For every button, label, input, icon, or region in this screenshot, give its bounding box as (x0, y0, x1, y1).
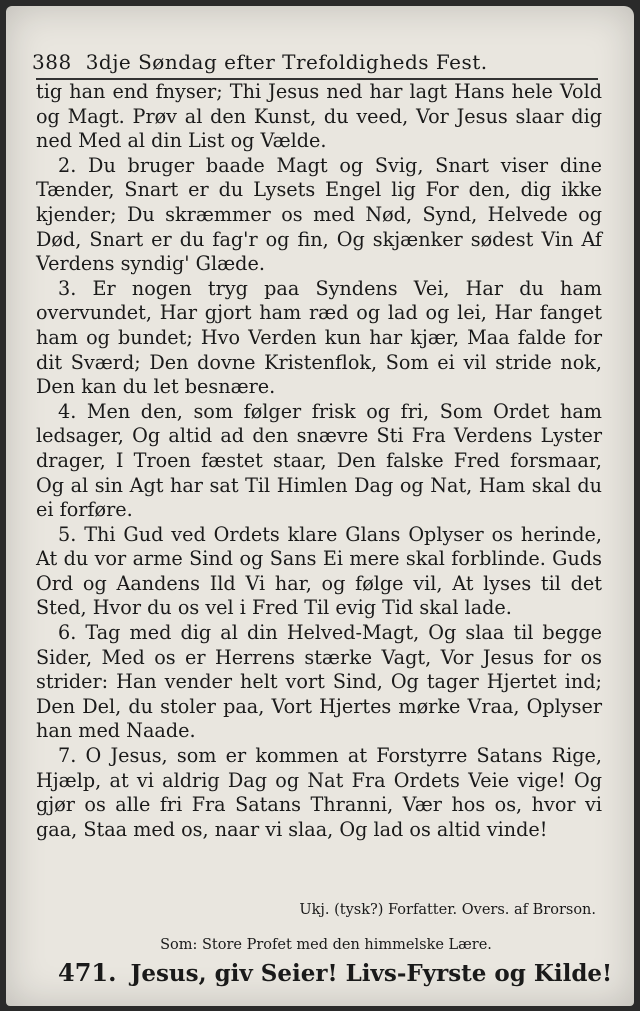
verse-7: 7. O Jesus, som er kommen at Forstyrre Satans Rige, Hjælp, at vi aldrig Dag og Nat Fra Ordets Veie vige! Og gjør os alle fri Fra Satans Thranni, Vær hos os, hvor vi gaa, Staa med os, naar vi slaa, Og lad os altid vinde! (36, 744, 602, 841)
author-attribution: Ukj. (tysk?) Forfatter. Overs. af Brorson. (299, 902, 596, 918)
verse-5: 5. Thi Gud ved Ordets klare Glans Oplyser os herinde, At du vor arme Sind og Sans Ei mere skal forblinde. Guds Ord og Aandens Ild Vi har, og følge vil, At lyses til det Sted, Hvor du os vel i Fred Til evig Tid skal lade. (36, 522, 602, 620)
book-page (6, 6, 634, 1006)
verse-6: 6. Tag med dig al din Helved-Magt, Og slaa til begge Sider, Med os er Herrens stærke Vagt, Vor Jesus for os strider: Han vender helt vort Sind, Og tager Hjertet ind; Den Del, du stoler paa, Vort Hjertes mørke Vraa, Oplyser han med Naade. (36, 621, 602, 743)
running-title: 3dje Søndag efter Trefoldigheds Fest. (85, 50, 488, 74)
hymn-number: 471. (58, 958, 117, 987)
hymn-title: Jesus, giv Seier! Livs-Fyrste og Kilde! (130, 960, 613, 987)
page-header (32, 50, 612, 74)
verse-2: 2. Du bruger baade Magt og Svig, Snart viser dine Tænder, Snart er du Lysets Engel lig For den, dig ikke kjender; Du skræmmer os med Nød, Synd, Helvede og Død, Snart er du fag'r og fin, Og skjænker sødest Vin Af Verdens syndig' Glæde. (36, 153, 602, 276)
verse-continuation: tig han end fnyser; Thi Jesus ned har lagt Hans hele Vold og Magt. Prøv al den Kunst, du veed, Vor Jesus slaar dig ned Med al din List og Vælde. (36, 80, 602, 153)
tune-reference: Som: Store Profet med den himmelske Lære. (160, 937, 492, 953)
next-hymn-heading (58, 958, 624, 987)
page-number: 388 (32, 50, 72, 74)
verse-4: 4. Men den, som følger frisk og fri, Som Ordet ham ledsager, Og altid ad den snævre Sti Fra Verdens Lyster drager, I Troen fæstet staar, Den falske Fred forsmaar, Og al sin Agt har sat Til Himlen Dag og Nat, Ham skal du ei forføre. (36, 399, 602, 522)
hymn-text (36, 80, 602, 842)
verse-3: 3. Er nogen tryg paa Syndens Vei, Har du ham overvundet, Har gjort ham ræd og lad og lei, Har fanget ham og bundet; Hvo Verden kun har kjær, Maa falde for dit Sværd; Den dovne Kristenflok, Som ei vil stride nok, Den kan du let besnære. (36, 276, 602, 399)
